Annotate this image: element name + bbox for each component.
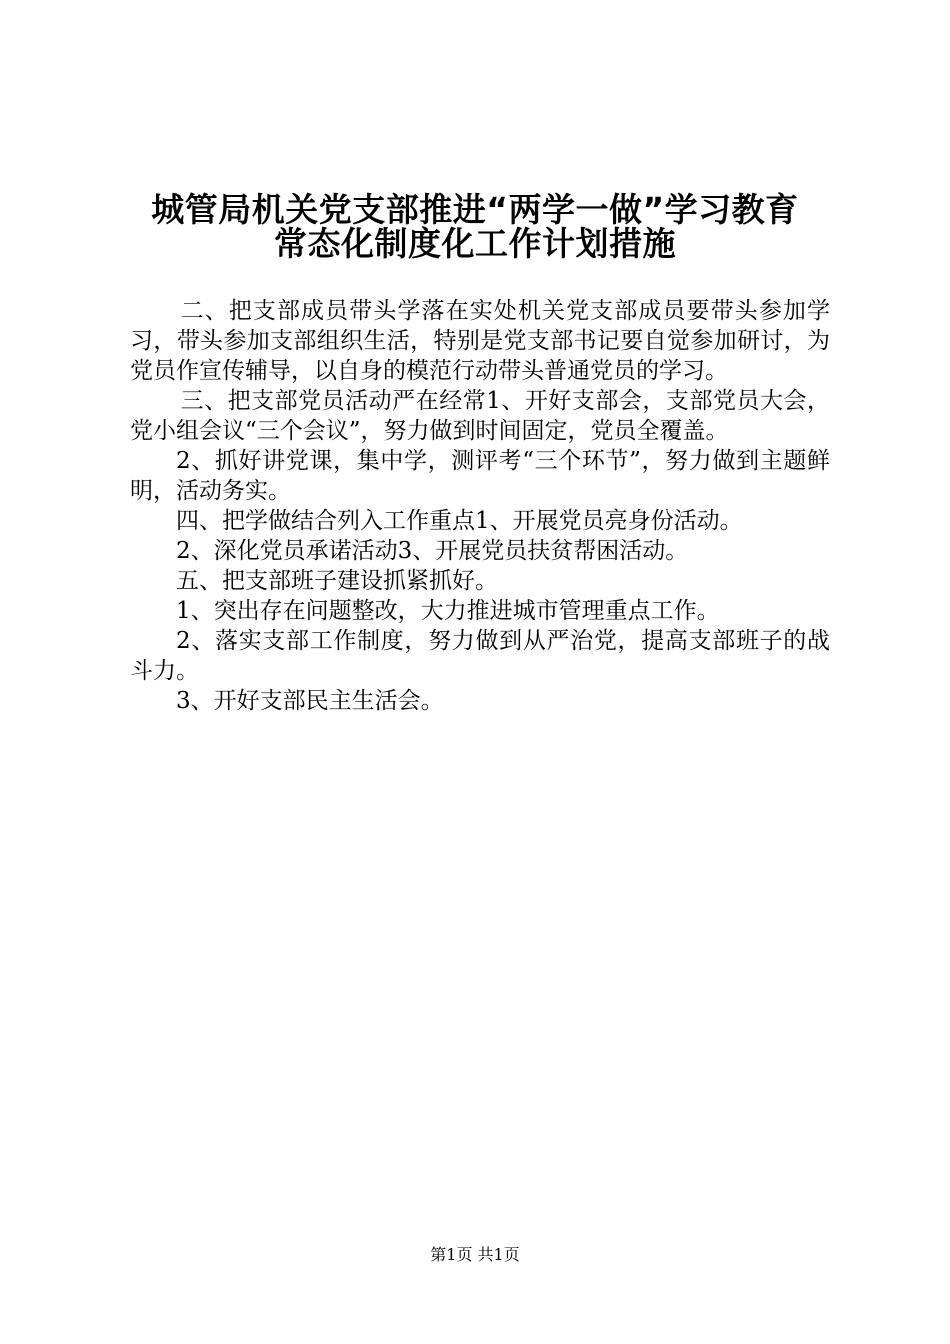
paragraph-section-5-item-2: 2、落实支部工作制度，努力做到从严治党，提高支部班子的战斗力。	[130, 628, 830, 684]
document-title-line-1: 城管局机关党支部推进“两学一做”学习教育	[151, 190, 799, 229]
document-title-line-2: 常态化制度化工作计划措施	[274, 224, 676, 263]
document-body	[130, 296, 830, 716]
paragraph-section-4: 四、把学做结合列入工作重点1、开展党员亮身份活动。	[176, 508, 743, 534]
paragraph-section-3: 三、把支部党员活动严在经常1、开好支部会，支部党员大会，党小组会议“三个会议”，努力做到时间固定，党员全覆盖。	[130, 388, 830, 444]
paragraph-section-5-item-3: 3、开好支部民主生活会。	[176, 688, 444, 714]
paragraph-section-5-item-1: 1、突出存在问题整改，大力推进城市管理重点工作。	[176, 598, 720, 624]
paragraph-section-4-items: 2、深化党员承诺活动3、开展党员扶贫帮困活动。	[176, 538, 689, 564]
paragraph-section-5: 五、把支部班子建设抓紧抓好。	[176, 568, 498, 594]
paragraph-section-3-item-2: 2、抓好讲党课，集中学，测评考“三个环节”，努力做到主题鲜明，活动务实。	[130, 448, 830, 504]
paragraph-section-2: 二、把支部成员带头学落在实处机关党支部成员要带头参加学习，带头参加支部组织生活，特别是党支部书记要自觉参加研讨，为党员作宣传辅导，以自身的模范行动带头普通党员的学习。	[130, 298, 830, 384]
page-footer: 第1页 共1页	[430, 1245, 520, 1264]
